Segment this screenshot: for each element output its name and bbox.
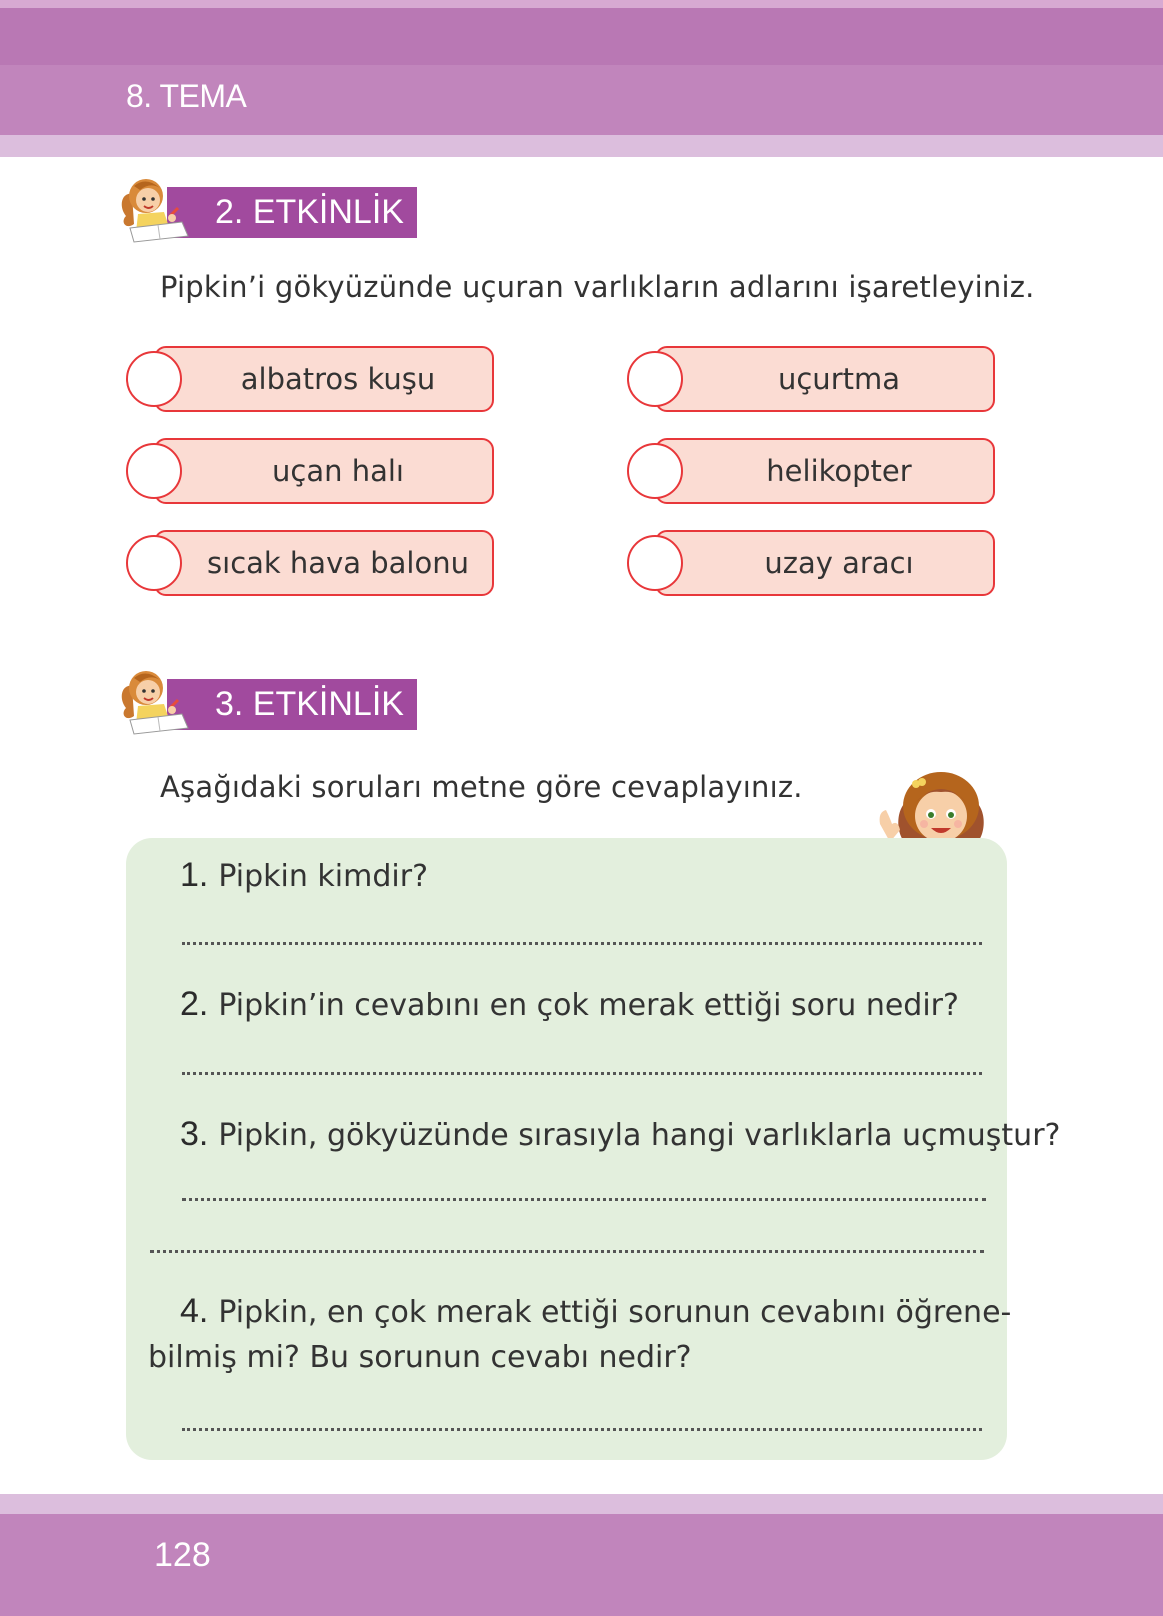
checkbox-circle[interactable] xyxy=(627,443,683,499)
checkbox-circle[interactable] xyxy=(126,351,182,407)
question-text: Pipkin’in cevabını en çok merak ettiği soru nedir? xyxy=(218,988,959,1023)
option-helikopter[interactable] xyxy=(627,438,997,508)
page-number: 128 xyxy=(154,1536,211,1574)
activity-2-instruction: Pipkin’i gökyüzünde uçuran varlıkların adlarını işaretleyiniz. xyxy=(160,270,1035,304)
option-label: sıcak hava balonu xyxy=(207,546,469,580)
activity-3-header xyxy=(112,664,432,734)
option-ucurtma[interactable] xyxy=(627,346,997,416)
answer-line-3a[interactable] xyxy=(182,1198,986,1201)
footer-stripe xyxy=(0,1494,1163,1514)
option-sicak-hava-balonu[interactable] xyxy=(126,530,496,600)
checkbox-circle[interactable] xyxy=(126,535,182,591)
activity-3-instruction: Aşağıdaki soruları metne göre cevaplayınız. xyxy=(160,770,803,804)
question-text: Pipkin, gökyüzünde sırasıyla hangi varlıklarla uçmuştur? xyxy=(218,1118,1061,1153)
question-2 xyxy=(180,985,959,1024)
question-number: 1. xyxy=(180,856,209,894)
answer-line-1[interactable] xyxy=(182,942,982,945)
option-label: uçan halı xyxy=(272,454,404,488)
question-3 xyxy=(180,1115,1060,1154)
question-1 xyxy=(180,856,428,895)
header-stripe xyxy=(0,135,1163,157)
activity-3-label: 3. ETKİNLİK xyxy=(167,679,417,730)
option-label: uçurtma xyxy=(777,362,901,396)
answer-line-3b[interactable] xyxy=(150,1250,984,1253)
option-label: albatros kuşu xyxy=(240,362,436,396)
answer-line-4[interactable] xyxy=(182,1428,982,1431)
question-number: 2. xyxy=(180,985,209,1023)
question-4 xyxy=(180,1292,1011,1331)
answer-line-2[interactable] xyxy=(182,1072,982,1075)
reading-girl-icon xyxy=(112,172,196,244)
reading-girl-icon xyxy=(112,664,196,736)
question-text: Pipkin kimdir? xyxy=(218,859,428,894)
activity-2-header xyxy=(112,172,432,242)
header-highlight xyxy=(0,0,1163,8)
question-number: 3. xyxy=(180,1115,209,1153)
question-text: Pipkin, en çok merak ettiği sorunun cevabını öğrene- xyxy=(218,1295,1012,1330)
option-ucan-hali[interactable] xyxy=(126,438,496,508)
checkbox-circle[interactable] xyxy=(627,351,683,407)
checkbox-circle[interactable] xyxy=(126,443,182,499)
option-label: uzay aracı xyxy=(764,546,914,580)
option-uzay-araci[interactable] xyxy=(627,530,997,600)
theme-title: 8. TEMA xyxy=(126,78,247,114)
waving-girl-icon xyxy=(876,772,1006,848)
question-number: 4. xyxy=(180,1292,209,1330)
activity-2-label: 2. ETKİNLİK xyxy=(167,187,417,238)
checkbox-circle[interactable] xyxy=(627,535,683,591)
option-label: helikopter xyxy=(766,454,912,488)
question-4-continuation: bilmiş mi? Bu sorunun cevabı nedir? xyxy=(148,1340,692,1375)
option-albatros[interactable] xyxy=(126,346,496,416)
